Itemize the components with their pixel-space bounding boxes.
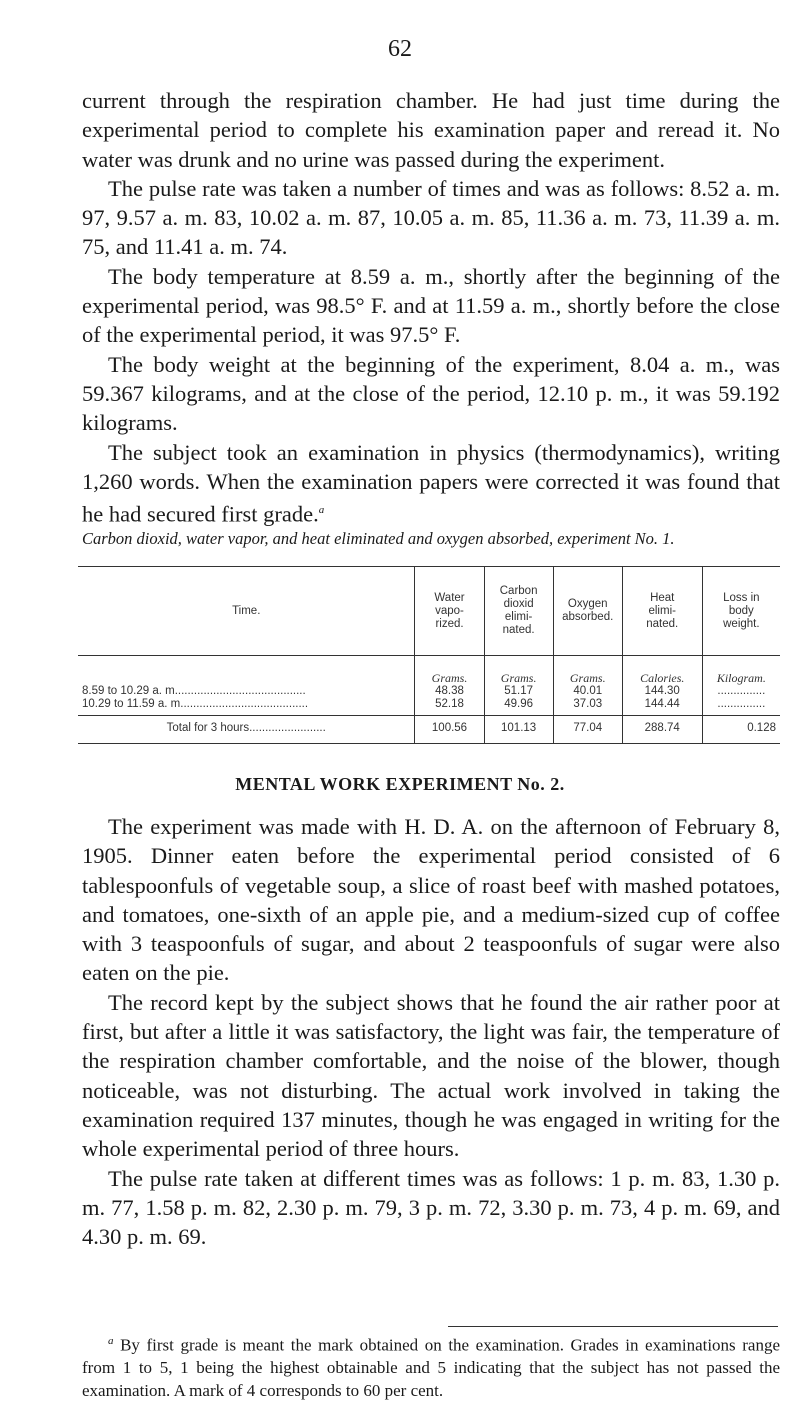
results-table bbox=[78, 566, 780, 744]
body-text-block-2 bbox=[82, 812, 780, 1251]
paragraph: The record kept by the subject shows that he found the air rather poor at first, but after a little it was satisfactory, the light was fair, the temperature of the respiration chamber comfortable, and the noise of the blower, though noticeable, was not disturbing. The actual work involved in taking the examination required 137 minutes, though he was engaged in writing for the whole experimental period of three hours. bbox=[82, 989, 780, 1162]
footnote-reference[interactable]: a bbox=[318, 504, 325, 517]
footnote bbox=[82, 1330, 780, 1402]
footnote-divider bbox=[448, 1326, 778, 1327]
paragraph bbox=[82, 438, 780, 529]
paragraph: The body weight at the beginning of the experiment, 8.04 a. m., was 59.367 kilograms, and at the close of the period, 12.10 p. m., it was 59.192 kilograms. bbox=[82, 351, 780, 436]
paragraph: current through the respiration chamber. He had just time during the experimental period to complete his examination paper and reread it. No water was drunk and no urine was passed during the experiment. bbox=[82, 88, 780, 172]
paragraph: The pulse rate was taken a number of times and was as follows: 8.52 a. m. 97, 9.57 a. m. 83, 10.02 a. m. 87, 10.05 a. m. 85, 11.36 a. m. 73, 11.39 a. m. 75, and 11.41 a. m. 74. bbox=[82, 175, 780, 260]
paragraph: The body temperature at 8.59 a. m., shortly after the beginning of the experimental period, was 98.5° F. and at 11.59 a. m., shortly before the close of the experimental period, it was 97.5° F. bbox=[82, 263, 780, 348]
table-row: 8.59 to 10.29 a. m......................................... 48.38 51.17 40.01 144.30 ............... bbox=[78, 685, 780, 698]
table-header-row bbox=[78, 567, 780, 656]
column-header-heat: Heat elimi- nated. bbox=[622, 567, 702, 656]
column-header-water: Water vapo- rized. bbox=[415, 567, 484, 656]
units-row: Grams. Grams. Grams. Calories. Kilogram. bbox=[78, 656, 780, 686]
column-header-oxygen: Oxygen absorbed. bbox=[553, 567, 622, 656]
table-total-row: Total for 3 hours........................ 100.56 101.13 77.04 288.74 0.128 bbox=[78, 716, 780, 744]
paragraph: The pulse rate taken at different times was as follows: 1 p. m. 83, 1.30 p. m. 77, 1.58 p. m. 82, 2.30 p. m. 79, 3 p. m. 72, 3.30 p. m. 73, 4 p. m. 69, and 4.30 p. m. 69. bbox=[82, 1165, 780, 1250]
paragraph: The experiment was made with H. D. A. on the afternoon of February 8, 1905. Dinner eaten before the experimental period consisted of 6 tablespoonfuls of vegetable soup, a slice of roast beef with mashed potatoes, and tomatoes, one-sixth of an apple pie, and a medium-sized cup of coffee with 3 teaspoonfuls of sugar, and about 2 teaspoonfuls of sugar were also eaten on the pie. bbox=[82, 814, 780, 986]
column-header-time: Time. bbox=[78, 567, 415, 656]
table-row: 10.29 to 11.59 a. m........................................ 52.18 49.96 37.03 144.44 ............... bbox=[78, 698, 780, 716]
section-heading: MENTAL WORK EXPERIMENT No. 2. bbox=[235, 774, 565, 794]
page-number: 62 bbox=[388, 36, 412, 62]
footnote-text: By first grade is meant the mark obtained on the examination. Grades in examinations range from 1 to 5, 1 being the highest obtainable and 5 indicating that the subject has not passed the examination. A mark of 4 corresponds to 60 per cent. bbox=[82, 1335, 780, 1400]
body-text-block-1 bbox=[82, 86, 780, 529]
table-caption: Carbon dioxid, water vapor, and heat eliminated and oxygen absorbed, experiment No. 1. bbox=[82, 529, 675, 548]
column-header-carbon-dioxid: Carbon dioxid elimi- nated. bbox=[484, 567, 553, 656]
column-header-loss: Loss in body weight. bbox=[702, 567, 780, 656]
footnote-marker: a bbox=[108, 1335, 114, 1347]
paragraph-text: The subject took an examination in physics (thermodynamics), writing 1,260 words. When the examination papers were corrected it was found that he had secured first grade. bbox=[82, 439, 780, 527]
